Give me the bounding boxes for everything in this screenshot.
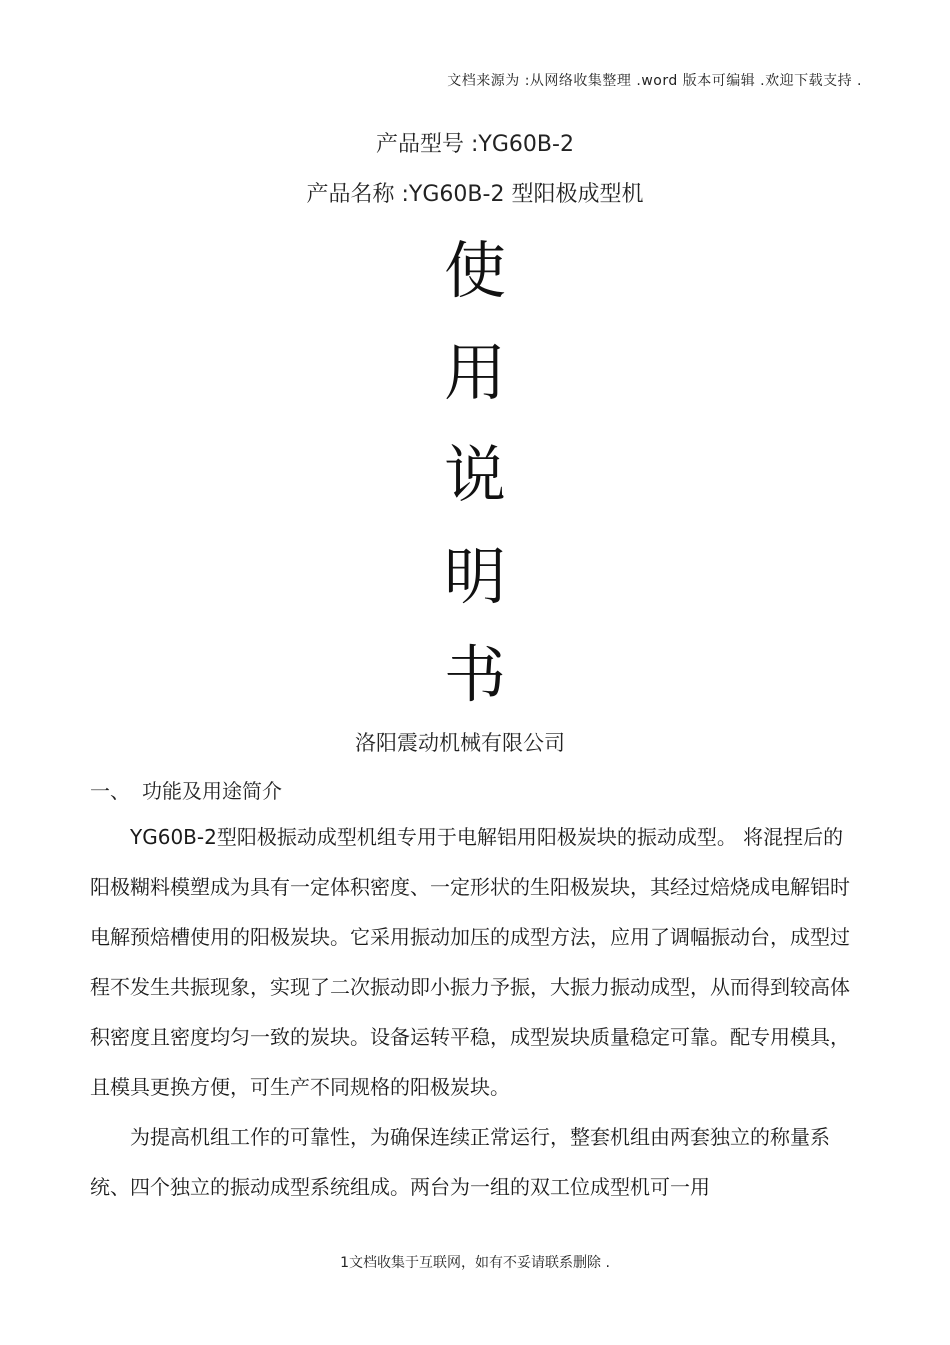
paragraph: 为提高机组工作的可靠性，为确保连续正常运行，整套机组由两套独立的称量系统、四个独立的振动成型系统组成。两台为一组的双工位成型机可一用 bbox=[90, 1125, 830, 1199]
title-char-2: 用 bbox=[443, 336, 506, 409]
section-title: 功能及用途简介 bbox=[142, 779, 282, 803]
paragraph: YG60B-2型阳极振动成型机组专用于电解铝用阳极炭块的振动成型。 将混捏后的阳极糊料模塑成为具有一定体积密度、一定形状的生阳极炭块，其经过焙烧成电解铝时电解预焙槽使用的阳极炭块。它采用振动加压的成型方法，应用了调幅振动台，成型过程不发生共振现象，实现了二次振动即小振力予振，大振力振动成型，从而得到较高体积密度且密度均匀一致的炭块。设备运转平稳，成型炭块质量稳定可靠。配专用模具，且模具更换方便，可生产不同规格的阳极炭块。 bbox=[90, 825, 850, 1099]
footer-note: 1文档收集于互联网，如有不妥请联系删除 . bbox=[340, 1255, 610, 1271]
section-number: 一、 bbox=[90, 779, 130, 803]
title-char-4: 明 bbox=[443, 540, 506, 613]
product-name: 产品名称 :YG60B-2 型阳极成型机 bbox=[306, 182, 644, 207]
section-heading bbox=[90, 775, 282, 804]
header-note: 文档来源为 :从网络收集整理 .word 版本可编辑 .欢迎下载支持 . bbox=[447, 73, 862, 89]
title-char-5: 书 bbox=[443, 638, 506, 711]
title-char-3: 说 bbox=[443, 438, 506, 511]
title-char-1: 使 bbox=[443, 234, 506, 307]
section-body bbox=[90, 812, 858, 1212]
company-name: 洛阳震动机械有限公司 bbox=[355, 731, 565, 755]
product-model: 产品型号 :YG60B-2 bbox=[376, 132, 574, 157]
